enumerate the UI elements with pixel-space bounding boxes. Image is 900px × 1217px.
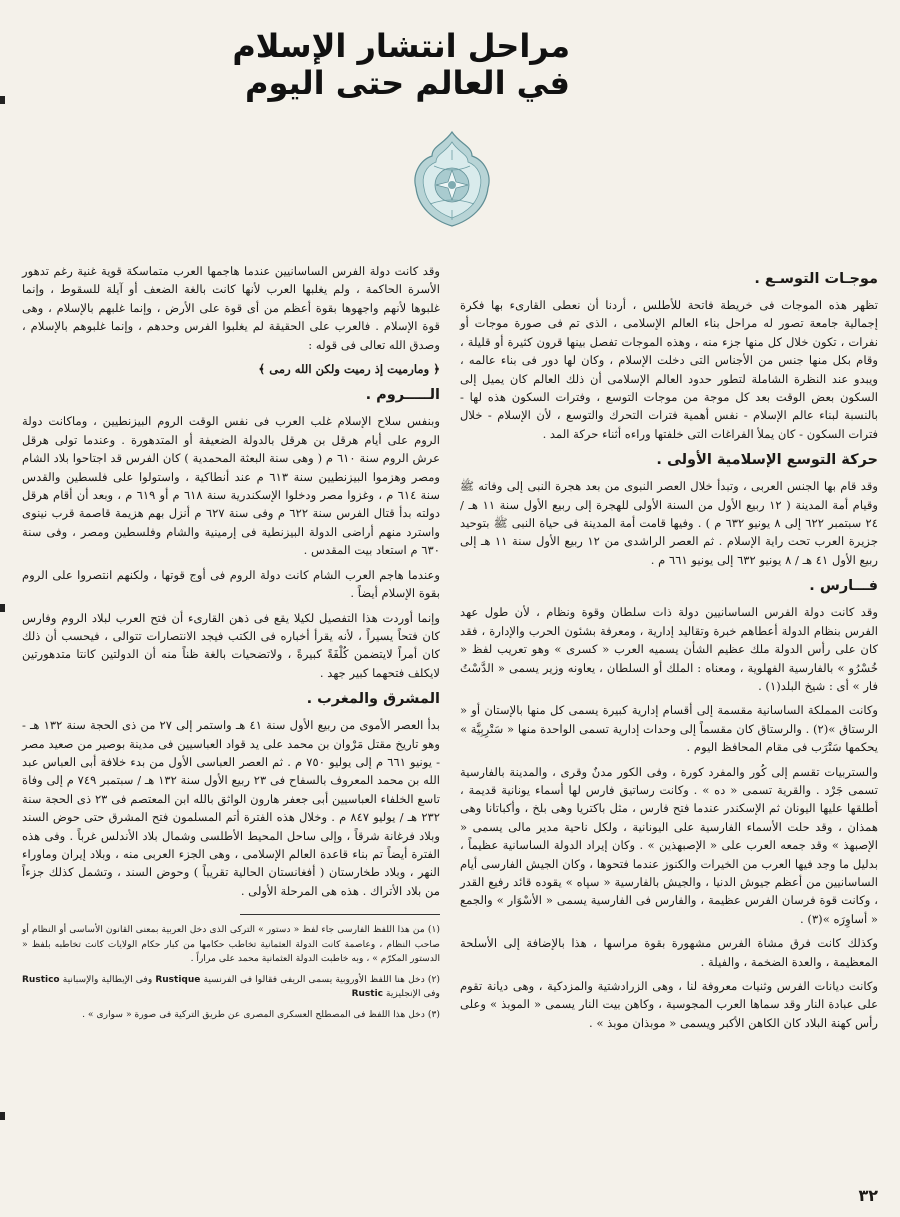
page-number: ٣٢ [858, 1186, 878, 1205]
paragraph: وبنفس سلاح الإسلام غلب العرب فى نفس الوقت الروم البيزنطيين ، وماكانت دولة الروم على أيام هرقل بن هرقل بالدولة الضعيفة أو المتدهورة . وعندما تولى هرقل عرش الروم سنة ٦١٠ م ( وهى سنة البعثة المحمدية ) كان الفرس قد اجتاحوا بلاد الشام ومصر وهزموا البيزنطيين سنة ٦١٣ م عند أنطاكية ، واستولوا على فلسطين والقدس سنة ٦١٤ م ، وغزوا مصر ودخلوا الإسكندرية سنة ٦١٨ م أو ٦١٩ م ، وبعد أن أقام هرقل دولته بدأ قتال الفرس سنة ٦٢٢ م وفى سنة ٦٢٧ م أنزل بهم هزيمة قاصمة قرب نينوى واسترد منهم أراضى الدولة البيزنطية فى إرمينية والشام وفلسطين ومصر ، وفى سنة ٦٣٠ م استعاد بيت المقدس . [22, 414, 441, 558]
section-heading-waves: موجـات التوسـع . [754, 271, 878, 287]
margin-mark [0, 1112, 5, 1120]
footnote-1: (١) من هذا اللفظ الفارسى جاء لفظ « دستور » التركى الذى دخل العربية بمعنى القانون الأساسى أو النظام أو صاحب النظام ، وعاصمة كانت الدولة العثمانية تخاطب حكامها من كبار حكام الولايات كانت تخاطبه بلفظ « الدستور المكرّم » ، وبه خاطبت الدولة العثمانية محمد على مراراً . [22, 924, 440, 965]
footnote-2-mid: وفى الإيطالية والإسبانية [62, 973, 153, 985]
paragraph: وإنما أوردت هذا التفصيل لكيلا يقع فى ذهن القارىء أن فتح العرب لبلاد الروم وفارس كان فتحاً يسيراً ، لأنه يقرأ أخباره فى الكتب فيجد الانتصارات تتوالى ، فيحسب أن ذلك كان أمراً لايتضمن كُلْفَةً كبيرةً ، ولاتضحيات بالغة ظناً منه أن الدولتين كانتا متدهورتين لايكلف فتحهما كبير جهد . [22, 610, 440, 680]
paragraph: بدأ العصر الأموى من ربيع الأول سنة ٤١ هـ واستمر إلى ٢٧ من ذى الحجة سنة ١٣٢ هـ - وهو تاريخ مقتل مَرْوان بن محمد على يد قواد العباسيين فى مدينة بوصير من صعيد مصر - يونيو ٦٦١ م إلى يوليو ٧٥٠ م . ثم العصر العباسى الأول من بدء خلافة أبى العباس عبد الله بن محمد المعروف بالسفاح فى ٢٣ ربيع الأول سنة ١٣٢ هـ / سبتمبر ٧٤٩ م إلى وفاة تاسع الخلفاء العباسيين أبى جعفر هارون الواثق بالله ابن المعتصم فى ٢٣ ذى الحجة سنة ٢٣٢ هـ / يوليو ٨٤٧ م . وخلال هذه الفترة أتم المسلمون فتح المشرق حتى حوض السند وبلاد فرغانة شرقاً ، وإلى ساحل المحيط الأطلسى وشمال بلاد الأندلس غرباً . وفى هذه الفترة أيضاً تم بناء قاعدة العالم الإسلامى ، وهى الجزء العربى منه ، وبلاد إيران وماوراء النهر ، وبلاد طخارستان ( أفغانستان الحالية تقريباً ) وحوض السند ، وتشمل كذلك جزءاً من بلاد الأتراك . هذه هى المرحلة الأولى . [22, 718, 440, 898]
paragraph: وقد كانت دولة الفرس الساسانيين دولة ذات سلطان وقوة ونظام ، لأن طول عهد الفرس بنظام الدولة أعطاهم خبرة وتقاليد إدارية ، ومعرفة بشئون الحرب والإدارة ، فقد كان على رأس الدولة ملك عظيم الشأن يسميه العرب « كسرى » وهو تعريب لفظ « خُسْرُو » بالفارسية الفهلوية ، ومعناه : الملك أو السلطان ، يعاونه وزير يسمى « الدَّسْتُ فار » أى : شيخ البلد(١) . [460, 605, 878, 693]
title-line-1: مراحل انتشار الإسلام [232, 27, 570, 65]
calligraphy-title [232, 27, 570, 102]
paragraph: تظهر هذه الموجات فى خريطة فاتحة للأطلس ، أردنا أن نعطى القارىء بها فكرة إجمالية جامعة تصور له مراحل بناء العالم الإسلامى ، الذى تم فى صورة موجات أو نفرات ، تكون خلال كل منها جزء منه ، وهذه الموجات تفصل بينها قرون كثيرة أو قليلة ، وقام بكل منها جنس من الأجناس التى دخلت الإسلام ، وكان لها دور فى بناء عالمه ، ويبدو عند النظرة الشاملة لتطور حدود العالم الإسلامى أن ذلك العالم كان يميل إلى السكون بعض الوقت بعد كل موجة من موجات التوسع ، وفترات السكون هذه لها - بالنسبة لبناء عالم الإسلام - نفس أهمية فترات التحرك والتوسع ، لأن الإسلام - خلال فترات السكون - كان يملأ الفراغات التى خلفتها وراءه أثناء حركة المد . [460, 298, 878, 441]
section-heading-persia: فـــارس . [809, 578, 878, 595]
paragraph: وكانت ديانات الفرس وثنيات معروفة لنا ، وهى الزرادشتية والمزدكية ، وهى ديانة تقوم على عبادة النار وقد سماها العرب المجوسية ، وكاهن بيت النار يسمى « الموبذ » وعلى رأس كهنة البلاد كان الكاهن الأكبر ويسمى « موبذان موبذ » . [460, 979, 878, 1030]
left-column [22, 262, 440, 1028]
latin-term: Rustic [351, 989, 384, 1000]
footnote-3: (٣) دخل هذا اللفظ فى المصطلح العسكرى المصرى عن طريق التركية فى صورة « سوارى » . [82, 1008, 440, 1020]
title-line-2: في العالم حتى اليوم [245, 64, 570, 102]
latin-term: Rustico [22, 974, 60, 985]
footnote-divider [240, 914, 440, 915]
ornament-medallion-icon [410, 130, 494, 228]
margin-mark [0, 96, 5, 104]
section-heading-east-west: المشرق والمغرب . [306, 691, 440, 708]
margin-mark [0, 604, 5, 612]
footnote-2 [22, 973, 440, 1002]
paragraph: والستربيات تقسم إلى كُور والمفرد كورة ، وفى الكور مدنٌ وقرى ، والمدينة بالفارسية تسمى جَرْد . والقرية تسمى « ده » . وكانت رساتيق فارس لها أسماء يونانية قديمة ، أطلقها عليها اليونان ثم الإسكندر عندما فتح فارس ، مثل باكتريا وهى بلخ ، وأكباتانا وهى همذان ، وقد حلت الأسماء الفارسية على اليونانية ، ولكل ناحية مدير مالى يسمى « الإصبهذ » وقد جمعه العرب على « الإصبهذين » . وكان إيراد الدولة الساسانية عظيماً ، بدليل ما وجد فيها العرب من الخيرات والكنوز عندما فتحوها ، وكان الجيش الفارسى أيام الساسانيين من أعظم جيوش الدنيا ، والجيش بالفارسية « سپاه » يقوده قائد رفيع القدر ، وكانت قوة فرسان الفرس عظيمة ، والفارس فى الفارسية يسمى « الأسْوَار » والجمع « أساوِرَه »(٣) . [460, 764, 878, 926]
quran-quote: ﴿ ومارميت إذ رميت ولكن الله رمى ﴾ [258, 362, 440, 377]
paragraph: وقد قام بها الجنس العربى ، وتبدأ خلال العصر النبوى من بعد هجرة النبى إلى وفاته ﷺ وقيام أمة المدينة ( ١٢ ربيع الأول من السنة الأولى للهجرة إلى ربيع الأول سنة ١١ هـ / ٢٤ سبتمبر ٦٢٢ إلى ٨ يونيو ٦٣٢ م ) . وفيها قامت أمة المدينة فى حياة النبى ﷺ بتوحيد جزيرة العرب تحت راية الإسلام . ثم العصر الراشدى من ١٢ ربيع الأول سنة ١١ هـ إلى ربيع الأول ٤١ هـ / ٨ يونيو ٦٣٢ إلى يونيو ٦٦١ م . [460, 479, 878, 567]
right-column [460, 262, 878, 1038]
footnote-2-text: (٢) دخل هنا اللفظ الأوروبية يسمى الريفى فقالوا فى الفرنسية [203, 973, 441, 985]
section-heading-first-expansion: حركة التوسع الإسلامية الأولى . [656, 452, 878, 469]
paragraph: وكانت المملكة الساسانية مقسمة إلى أقسام إدارية كبيرة يسمى كل منها بالإستان أو « الرستاق »(٢) . والرستاق كان مقسماً إلى وحدات إدارية تسمى الواحدة منها « سَتْرِبِيَّة » يحكمها سَتْرَب فى مقام المحافظ اليوم . [460, 703, 878, 755]
paragraph: وعندما هاجم العرب الشام كانت دولة الروم فى أوج قوتها ، ولكنهم انتصروا على الروم بقوة الإسلام أيضاً . [22, 567, 440, 601]
footnote-2-end: وفى الإنجليزية [385, 988, 440, 1000]
paragraph: وقد كانت دولة الفرس الساسانيين عندما هاجمها العرب متماسكة قوية غنية رغم تدهور الأسرة الحاكمة ، ولم يغلبها العرب لأنها كانت بالغة الضعف أو آيلة للسقوط ، وإنما غلبوها لأنهم واجهوها بقوة أعظم من أى قوة على الأرض ، وإنما غلبهم بالإسلام ، وهى قوة الإسلام . فالعرب على الحقيقة لم يغلبوا الفرس وحدهم ، وإنما غلبوهم بالإسلام ، وصدق الله تعالى فى قوله : [22, 264, 440, 352]
latin-term: Rustique [155, 974, 201, 985]
section-heading-rome: الـــــروم . [365, 387, 440, 404]
paragraph: وكذلك كانت فرق مشاة الفرس مشهورة بقوة مراسها ، هذا بالإضافة إلى الأسلحة المعظيمة ، والعدة الضخمة ، والفيلة . [460, 936, 878, 969]
